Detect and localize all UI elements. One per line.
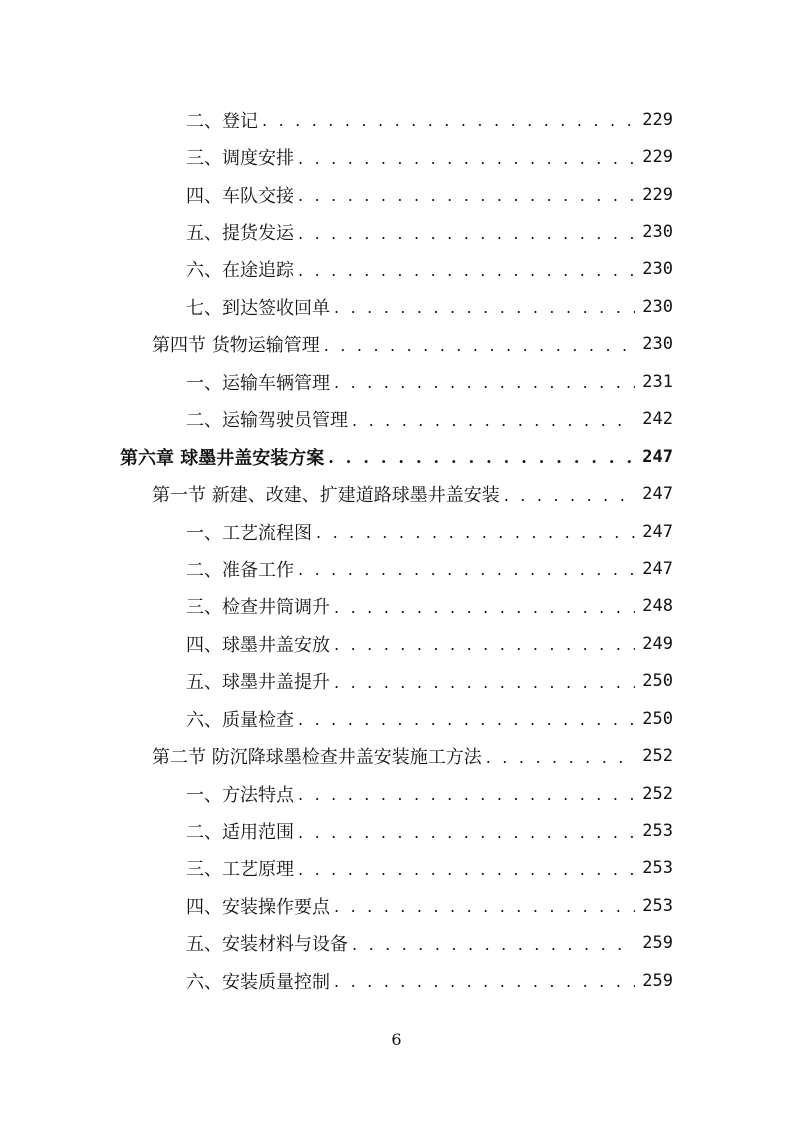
toc-dot-leader (324, 336, 635, 355)
toc-dot-leader (298, 186, 635, 205)
toc-entry-page: 247 (642, 521, 673, 542)
toc-entry-page: 252 (642, 783, 673, 804)
toc-entry-item[interactable] (0, 251, 793, 288)
toc-dot-leader (328, 448, 635, 467)
toc-entry-item[interactable] (0, 550, 793, 587)
toc-entry-title: 第二节 防沉降球墨检查井盖安装施工方法 (152, 747, 482, 769)
toc-entry-page: 229 (642, 109, 673, 130)
toc-dot-leader (298, 710, 635, 729)
toc-entry-page: 230 (642, 222, 673, 243)
toc-entry-title: 二、运输驾驶员管理 (186, 410, 348, 432)
toc-dot-leader (334, 673, 635, 692)
toc-entry-item[interactable] (0, 775, 793, 812)
toc-entry-title: 第一节 新建、改建、扩建道路球墨井盖安装 (152, 485, 500, 507)
toc-entry-page: 253 (642, 858, 673, 879)
toc-entry-page: 253 (642, 821, 673, 842)
toc-entry-item[interactable] (0, 663, 793, 700)
page-number: 6 (391, 1030, 402, 1049)
toc-entry-item[interactable] (0, 288, 793, 325)
toc-entry-item[interactable] (0, 588, 793, 625)
toc-dot-leader (298, 860, 635, 879)
toc-dot-leader (334, 897, 635, 916)
toc-entry-page: 259 (642, 970, 673, 991)
toc-entry-page: 250 (642, 708, 673, 729)
toc-dot-leader (298, 149, 635, 168)
toc-dot-leader (298, 224, 635, 243)
toc-entry-page: 230 (642, 334, 673, 355)
toc-entry-item[interactable] (0, 213, 793, 250)
toc-dot-leader (298, 785, 635, 804)
toc-entry-item[interactable] (0, 363, 793, 400)
toc-entry-title: 二、准备工作 (186, 559, 294, 581)
toc-entry-page: 231 (642, 371, 673, 392)
toc-entry-page: 247 (642, 446, 673, 467)
toc-entry-page: 250 (642, 671, 673, 692)
toc-entry-title: 六、安装质量控制 (186, 971, 330, 993)
toc-dot-leader (298, 560, 635, 579)
toc-dot-leader (334, 598, 635, 617)
toc-entry-item[interactable] (0, 176, 793, 213)
toc-entry-title: 五、安装材料与设备 (186, 934, 348, 956)
toc-dot-leader (352, 935, 635, 954)
toc-entry-title: 四、安装操作要点 (186, 896, 330, 918)
toc-entry-item[interactable] (0, 925, 793, 962)
toc-entry-item[interactable] (0, 700, 793, 737)
toc-entry-page: 229 (642, 184, 673, 205)
toc-entry-page: 229 (642, 147, 673, 168)
toc-dot-leader (352, 411, 635, 430)
toc-entry-title: 五、球墨井盖提升 (186, 672, 330, 694)
table-of-contents (0, 101, 793, 1000)
toc-entry-section[interactable] (0, 737, 793, 774)
toc-dot-leader (334, 298, 635, 317)
toc-entry-item[interactable] (0, 513, 793, 550)
toc-entry-item[interactable] (0, 962, 793, 999)
toc-entry-title: 二、登记 (186, 110, 258, 132)
toc-entry-page: 259 (642, 933, 673, 954)
toc-dot-leader (316, 523, 635, 542)
toc-entry-title: 一、运输车辆管理 (186, 372, 330, 394)
toc-entry-item[interactable] (0, 138, 793, 175)
toc-entry-item[interactable] (0, 812, 793, 849)
toc-entry-item[interactable] (0, 101, 793, 138)
toc-entry-page: 247 (642, 484, 673, 505)
toc-dot-leader (334, 373, 635, 392)
toc-entry-chapter[interactable] (0, 438, 793, 475)
toc-entry-page: 249 (642, 633, 673, 654)
toc-entry-title: 第六章 球墨井盖安装方案 (120, 447, 325, 469)
toc-entry-page: 248 (642, 596, 673, 617)
toc-entry-title: 一、工艺流程图 (186, 522, 312, 544)
toc-entry-title: 三、工艺原理 (186, 859, 294, 881)
toc-entry-page: 230 (642, 296, 673, 317)
toc-entry-item[interactable] (0, 850, 793, 887)
toc-dot-leader (334, 972, 635, 991)
toc-entry-title: 七、到达签收回单 (186, 297, 330, 319)
toc-entry-item[interactable] (0, 887, 793, 924)
toc-entry-item[interactable] (0, 625, 793, 662)
toc-entry-title: 六、在途追踪 (186, 260, 294, 282)
toc-entry-title: 四、车队交接 (186, 185, 294, 207)
toc-entry-page: 230 (642, 259, 673, 280)
toc-entry-title: 一、方法特点 (186, 784, 294, 806)
toc-entry-item[interactable] (0, 401, 793, 438)
toc-entry-title: 六、质量检查 (186, 709, 294, 731)
toc-entry-section[interactable] (0, 475, 793, 512)
toc-entry-title: 第四节 货物运输管理 (152, 335, 320, 357)
toc-entry-title: 五、提货发运 (186, 223, 294, 245)
toc-entry-title: 三、调度安排 (186, 148, 294, 170)
toc-entry-title: 三、检查井筒调升 (186, 597, 330, 619)
toc-dot-leader (298, 823, 635, 842)
toc-entry-page: 253 (642, 895, 673, 916)
toc-dot-leader (504, 486, 635, 505)
toc-entry-title: 四、球墨井盖安放 (186, 634, 330, 656)
toc-entry-section[interactable] (0, 326, 793, 363)
toc-dot-leader (298, 261, 635, 280)
toc-dot-leader (262, 111, 635, 130)
toc-entry-page: 252 (642, 746, 673, 767)
toc-dot-leader (486, 748, 635, 767)
toc-entry-page: 247 (642, 558, 673, 579)
toc-entry-page: 242 (642, 409, 673, 430)
toc-entry-title: 二、适用范围 (186, 822, 294, 844)
toc-dot-leader (334, 635, 635, 654)
